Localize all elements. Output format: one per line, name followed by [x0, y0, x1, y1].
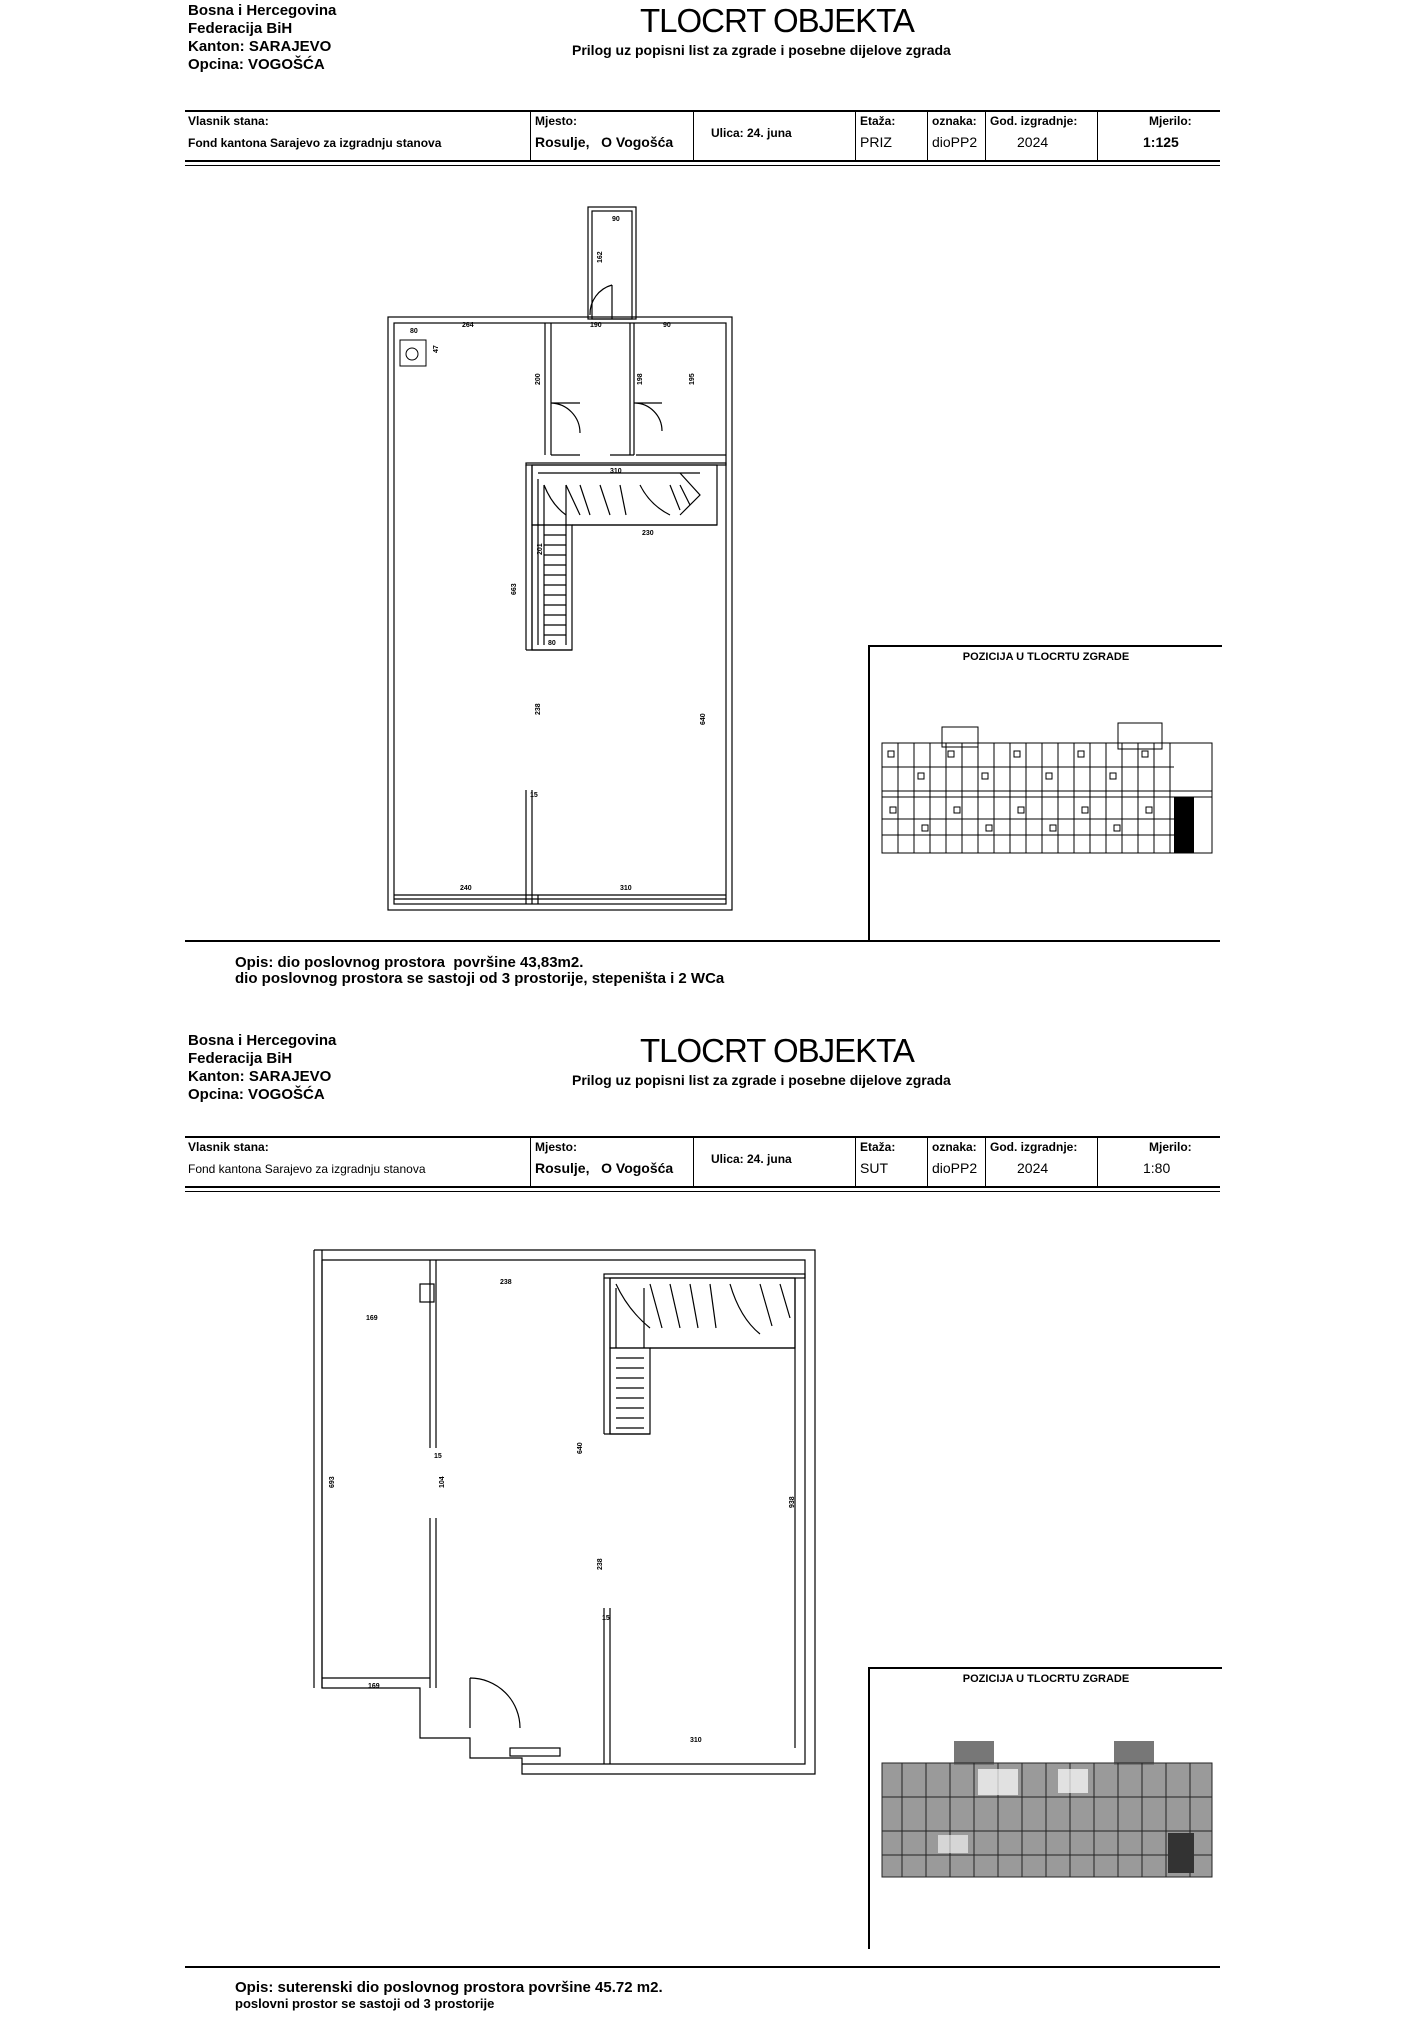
- floor-plan-ground: [380, 205, 740, 915]
- year-cell: [987, 1138, 1097, 1186]
- info-bar: [185, 110, 1220, 162]
- street-cell: [695, 1138, 855, 1186]
- scale-cell: [1099, 1138, 1219, 1186]
- scale-label: Mjerilo:: [1149, 114, 1192, 128]
- year-value: 2024: [1017, 134, 1049, 150]
- dim-label: 90: [663, 322, 671, 329]
- owner-cell: [185, 112, 530, 160]
- page-subtitle: Prilog uz popisni list za zgrade i posebne dijelove zgrada: [572, 42, 951, 58]
- page-title: TLOCRT OBJEKTA: [640, 1032, 914, 1069]
- municipality-line: Opcina: VOGOŠĆA: [188, 56, 325, 73]
- jurisdiction-header: [188, 1032, 336, 1104]
- dim-label: 264: [462, 322, 474, 329]
- scale-value: 1:125: [1143, 134, 1179, 150]
- scale-label: Mjerilo:: [1149, 1140, 1192, 1154]
- description-line-1: Opis: suterenski dio poslovnog prostora površine 45.72 m2.: [235, 1979, 663, 1996]
- dim-label: 663: [511, 583, 518, 595]
- dim-label: 201: [537, 543, 544, 555]
- description-divider: [185, 940, 1220, 942]
- canton-line: Kanton: SARAJEVO: [188, 38, 332, 55]
- dim-label: 80: [548, 640, 556, 647]
- description: [235, 1980, 663, 2012]
- description-divider: [185, 1966, 1220, 1968]
- description: [235, 955, 724, 987]
- owner-value: Fond kantona Sarajevo za izgradnju stanova: [188, 1162, 426, 1176]
- dim-label: 200: [535, 373, 542, 385]
- owner-label: Vlasnik stana:: [188, 1140, 269, 1154]
- page-title: TLOCRT OBJEKTA: [640, 2, 914, 39]
- country-line: Bosna i Hercegovina: [188, 2, 337, 19]
- place-value: Rosulje, O Vogošća: [535, 134, 674, 150]
- place-cell: [532, 112, 692, 160]
- position-title: POZICIJA U TLOCRTU ZGRADE: [962, 651, 1130, 663]
- dim-label: 238: [500, 1279, 512, 1286]
- dim-label: 15: [434, 1453, 442, 1460]
- building-keyplan: [878, 1727, 1218, 1887]
- dim-label: 80: [410, 328, 418, 335]
- country-line: Bosna i Hercegovina: [188, 1032, 337, 1049]
- dim-label: 938: [789, 1496, 796, 1508]
- place-value: Rosulje, O Vogošća: [535, 1160, 674, 1176]
- dim-label: 310: [620, 885, 632, 892]
- dim-label: 693: [329, 1476, 336, 1488]
- floor-value: SUT: [860, 1160, 888, 1176]
- street-cell: [695, 112, 855, 160]
- dim-label: 310: [610, 468, 622, 475]
- mark-value: dioPP2: [932, 1160, 978, 1176]
- year-cell: [987, 112, 1097, 160]
- description-line-1: Opis: dio poslovnog prostora površine 43,83m2.: [235, 954, 584, 971]
- street-value: Ulica: 24. juna: [711, 1152, 792, 1166]
- floor-cell: [857, 1138, 927, 1186]
- position-box: [868, 1667, 1222, 1949]
- dim-label: 198: [637, 373, 644, 385]
- highlighted-unit: [1174, 797, 1194, 853]
- mark-value: dioPP2: [932, 134, 978, 150]
- mark-label: oznaka:: [932, 114, 977, 128]
- sheet-ground-floor: [0, 0, 1410, 1000]
- dim-label: 640: [700, 713, 707, 725]
- dim-label: 15: [602, 1615, 610, 1622]
- year-label: God. izgradnje:: [990, 1140, 1078, 1154]
- floor-label: Etaža:: [860, 1140, 896, 1154]
- dim-label: 238: [535, 703, 542, 715]
- dim-label: 169: [366, 1315, 378, 1322]
- scale-value: 1:80: [1143, 1160, 1171, 1176]
- dim-label: 15: [530, 792, 538, 799]
- dim-label: 640: [577, 1442, 584, 1454]
- federation-line: Federacija BiH: [188, 1050, 293, 1067]
- owner-cell: [185, 1138, 530, 1186]
- floor-value: PRIZ: [860, 134, 892, 150]
- floor-plan-basement: [310, 1248, 820, 1798]
- mark-label: oznaka:: [932, 1140, 977, 1154]
- position-box: [868, 645, 1222, 942]
- canton-line: Kanton: SARAJEVO: [188, 1068, 332, 1085]
- building-keyplan: [878, 707, 1218, 867]
- dim-label: 190: [590, 322, 602, 329]
- floor-cell: [857, 112, 927, 160]
- dim-label: 195: [689, 373, 696, 385]
- year-label: God. izgradnje:: [990, 114, 1078, 128]
- page-subtitle: Prilog uz popisni list za zgrade i posebne dijelove zgrada: [572, 1072, 951, 1088]
- place-label: Mjesto:: [535, 114, 577, 128]
- street-value: Ulica: 24. juna: [711, 126, 792, 140]
- dim-label: 104: [439, 1476, 446, 1488]
- dim-label: 90: [612, 216, 620, 223]
- dim-label: 240: [460, 885, 472, 892]
- year-value: 2024: [1017, 1160, 1049, 1176]
- municipality-line: Opcina: VOGOŠĆA: [188, 1086, 325, 1103]
- sheet-basement: [0, 1030, 1410, 2030]
- place-label: Mjesto:: [535, 1140, 577, 1154]
- dim-label: 230: [642, 530, 654, 537]
- federation-line: Federacija BiH: [188, 20, 293, 37]
- highlighted-unit: [1168, 1833, 1194, 1873]
- dim-label: 169: [368, 1683, 380, 1690]
- description-line-2: dio poslovnog prostora se sastoji od 3 prostorije, stepeništa i 2 WCa: [235, 970, 725, 987]
- owner-value: Fond kantona Sarajevo za izgradnju stanova: [188, 136, 442, 150]
- dim-label: 162: [597, 251, 604, 263]
- floor-label: Etaža:: [860, 114, 896, 128]
- info-bar: [185, 1136, 1220, 1188]
- place-cell: [532, 1138, 692, 1186]
- description-line-2: poslovni prostor se sastoji od 3 prostorije: [235, 1996, 495, 2011]
- dim-label: 238: [597, 1558, 604, 1570]
- position-title: POZICIJA U TLOCRTU ZGRADE: [962, 1673, 1130, 1685]
- dim-label: 47: [433, 345, 440, 353]
- dim-label: 310: [690, 1737, 702, 1744]
- owner-label: Vlasnik stana:: [188, 114, 269, 128]
- jurisdiction-header: [188, 2, 336, 74]
- scale-cell: [1099, 112, 1219, 160]
